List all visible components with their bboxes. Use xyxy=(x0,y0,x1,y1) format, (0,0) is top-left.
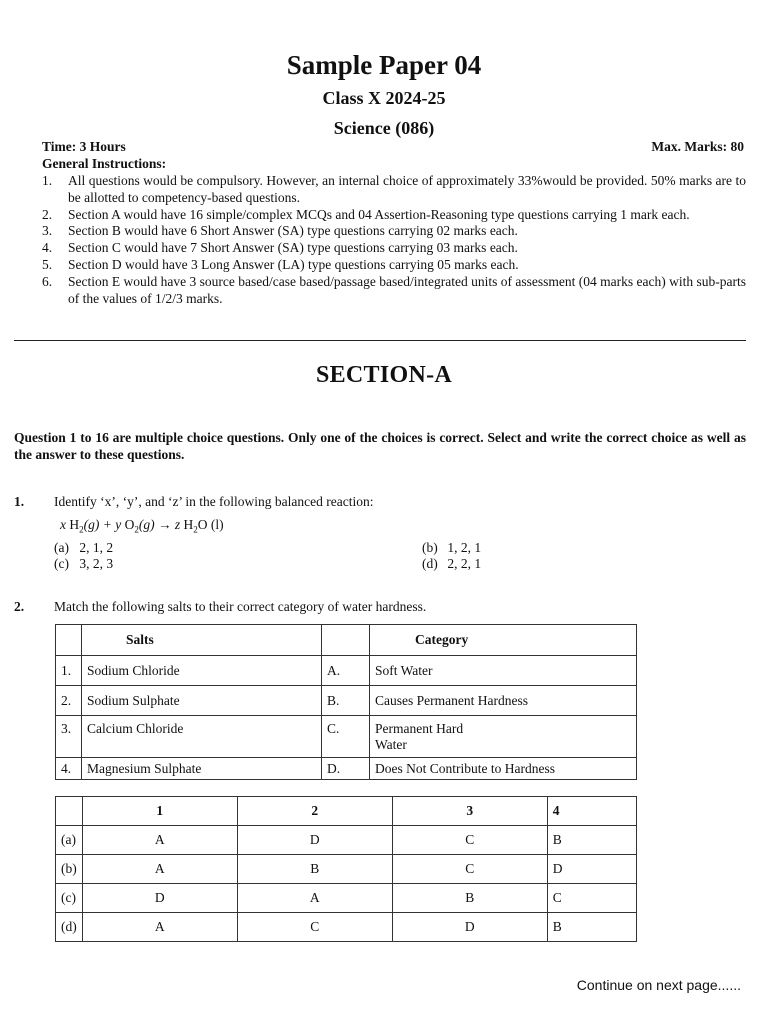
continue-note: Continue on next page...... xyxy=(576,977,741,993)
instruction-number: 3. xyxy=(42,223,53,239)
instruction-number: 5. xyxy=(42,256,53,272)
table-cell: C xyxy=(392,826,547,855)
header-cell xyxy=(322,625,370,656)
instruction-item xyxy=(42,257,746,274)
instruction-number: 1. xyxy=(42,173,53,188)
header-cell: 4 xyxy=(547,797,636,826)
eq-o: O xyxy=(121,517,135,532)
salt-name: Sodium Sulphate xyxy=(82,686,322,716)
salt-name: Sodium Chloride xyxy=(82,656,322,686)
category-header: Category xyxy=(370,625,637,656)
question-1-text: Identify ‘x’, ‘y’, and ‘z’ in the following balanced reaction: xyxy=(54,494,374,509)
option-c[interactable] xyxy=(54,556,113,572)
table-cell: D xyxy=(82,884,237,913)
table-row xyxy=(56,758,637,780)
eq-h: H xyxy=(69,517,80,532)
match-table xyxy=(55,624,637,780)
eq-g1: (g) + xyxy=(83,517,116,532)
category-name: Does Not Contribute to Hardness xyxy=(370,758,637,780)
table-cell: C xyxy=(392,855,547,884)
table-cell: C xyxy=(237,913,392,942)
table-row xyxy=(56,656,637,686)
option-label: (a) xyxy=(56,826,83,855)
table-row xyxy=(56,716,637,758)
table-cell: B xyxy=(237,855,392,884)
header-cell: 3 xyxy=(392,797,547,826)
option-label: (d) xyxy=(422,556,438,571)
header-cell: 1 xyxy=(82,797,237,826)
table-cell: D xyxy=(237,826,392,855)
option-d[interactable] xyxy=(422,556,481,572)
option-b[interactable] xyxy=(422,540,481,556)
eq-sub: 2 xyxy=(134,524,139,535)
table-cell: A xyxy=(82,855,237,884)
table-cell: A xyxy=(237,884,392,913)
max-marks: Max. Marks: 80 xyxy=(651,139,744,154)
question-1-number: 1. xyxy=(14,494,25,509)
row-number: 2. xyxy=(56,686,82,716)
eq-tail: O (l) xyxy=(197,517,224,532)
category-name: Permanent Hard Water xyxy=(370,716,637,758)
header-cell xyxy=(56,797,83,826)
question-2-text: Match the following salts to their correct category of water hardness. xyxy=(54,599,427,614)
row-letter: A. xyxy=(322,656,370,686)
eq-x: x xyxy=(60,517,66,532)
eq-g2: (g) → xyxy=(138,517,175,532)
table-cell: A xyxy=(82,826,237,855)
option-text: 3, 2, 3 xyxy=(79,556,114,571)
option-label: (d) xyxy=(56,913,83,942)
answer-options-table xyxy=(55,796,637,942)
row-letter: B. xyxy=(322,686,370,716)
eq-y: y xyxy=(115,517,122,532)
horizontal-divider xyxy=(14,340,746,341)
instruction-number: 2. xyxy=(42,206,53,222)
instruction-item xyxy=(42,173,746,207)
section-title: SECTION-A xyxy=(315,362,453,388)
eq-water: H xyxy=(180,517,194,532)
header-cell: 2 xyxy=(237,797,392,826)
option-label: (b) xyxy=(56,855,83,884)
option-text: 2, 2, 1 xyxy=(447,556,482,571)
header-cell xyxy=(56,625,82,656)
instruction-number: 4. xyxy=(42,240,53,256)
instruction-item xyxy=(42,207,746,224)
table-cell: C xyxy=(547,884,636,913)
category-name: Soft Water xyxy=(370,656,637,686)
answer-table-header xyxy=(56,797,637,826)
answer-row-c[interactable] xyxy=(56,884,637,913)
table-cell: D xyxy=(392,913,547,942)
reaction-equation xyxy=(60,517,224,535)
option-label: (c) xyxy=(54,556,69,571)
option-label: (b) xyxy=(422,540,438,555)
instruction-item xyxy=(42,223,746,240)
row-number: 1. xyxy=(56,656,82,686)
eq-sub: 2 xyxy=(79,524,84,535)
table-cell: B xyxy=(547,826,636,855)
option-label: (c) xyxy=(56,884,83,913)
table-cell: D xyxy=(547,855,636,884)
instruction-text: Section B would have 6 Short Answer (SA) type questions carrying 02 marks each. xyxy=(68,223,518,239)
instruction-text: Section C would have 7 Short Answer (SA) type questions carrying 03 marks each. xyxy=(68,240,518,256)
instruction-text: Section E would have 3 source based/case based/passage based/integrated units of assessment (04 marks each) with sub-parts of the values of 1/2/3 marks. xyxy=(68,273,746,306)
answer-row-a[interactable] xyxy=(56,826,637,855)
table-cell: B xyxy=(547,913,636,942)
table-row xyxy=(56,686,637,716)
instruction-number: 6. xyxy=(42,273,53,289)
salt-name: Magnesium Sulphate xyxy=(82,758,322,780)
answer-row-b[interactable] xyxy=(56,855,637,884)
row-letter: D. xyxy=(322,758,370,780)
instruction-text: All questions would be compulsory. However, an internal choice of approximately 33%would be provided. 50% marks are to be allotted to competency-based questions. xyxy=(68,173,746,205)
class-line: Class X 2024-25 xyxy=(322,88,446,108)
option-label: (a) xyxy=(54,540,69,555)
option-text: 1, 2, 1 xyxy=(447,540,482,555)
instruction-item xyxy=(42,274,746,308)
table-cell: A xyxy=(82,913,237,942)
instruction-text: Section A would have 16 simple/complex MCQs and 04 Assertion-Reasoning type questions carrying 1 mark each. xyxy=(68,206,690,222)
answer-row-d[interactable] xyxy=(56,913,637,942)
instruction-item xyxy=(42,240,746,257)
option-text: 2, 1, 2 xyxy=(79,540,114,555)
match-table-header xyxy=(56,625,637,656)
table-cell: B xyxy=(392,884,547,913)
row-number: 3. xyxy=(56,716,82,758)
instruction-text: Section D would have 3 Long Answer (LA) type questions carrying 05 marks each. xyxy=(68,256,519,272)
general-instructions-heading: General Instructions: xyxy=(42,156,167,171)
salts-header: Salts xyxy=(82,625,322,656)
time-allowed: Time: 3 Hours xyxy=(42,139,126,154)
eq-sub: 2 xyxy=(193,524,198,535)
salt-name: Calcium Chloride xyxy=(82,716,322,758)
subject-line: Science (086) xyxy=(333,118,435,138)
option-a[interactable] xyxy=(54,540,113,556)
instructions-list xyxy=(42,173,746,307)
question-2-number: 2. xyxy=(14,599,25,614)
row-number: 4. xyxy=(56,758,82,780)
paper-title: Sample Paper 04 xyxy=(286,50,482,80)
eq-z: z xyxy=(174,517,181,532)
mcq-instruction: Question 1 to 16 are multiple choice questions. Only one of the choices is correct. Select and write the correct choice as well as the answer to these questions. xyxy=(14,430,746,462)
row-letter: C. xyxy=(322,716,370,758)
category-name: Causes Permanent Hardness xyxy=(370,686,637,716)
